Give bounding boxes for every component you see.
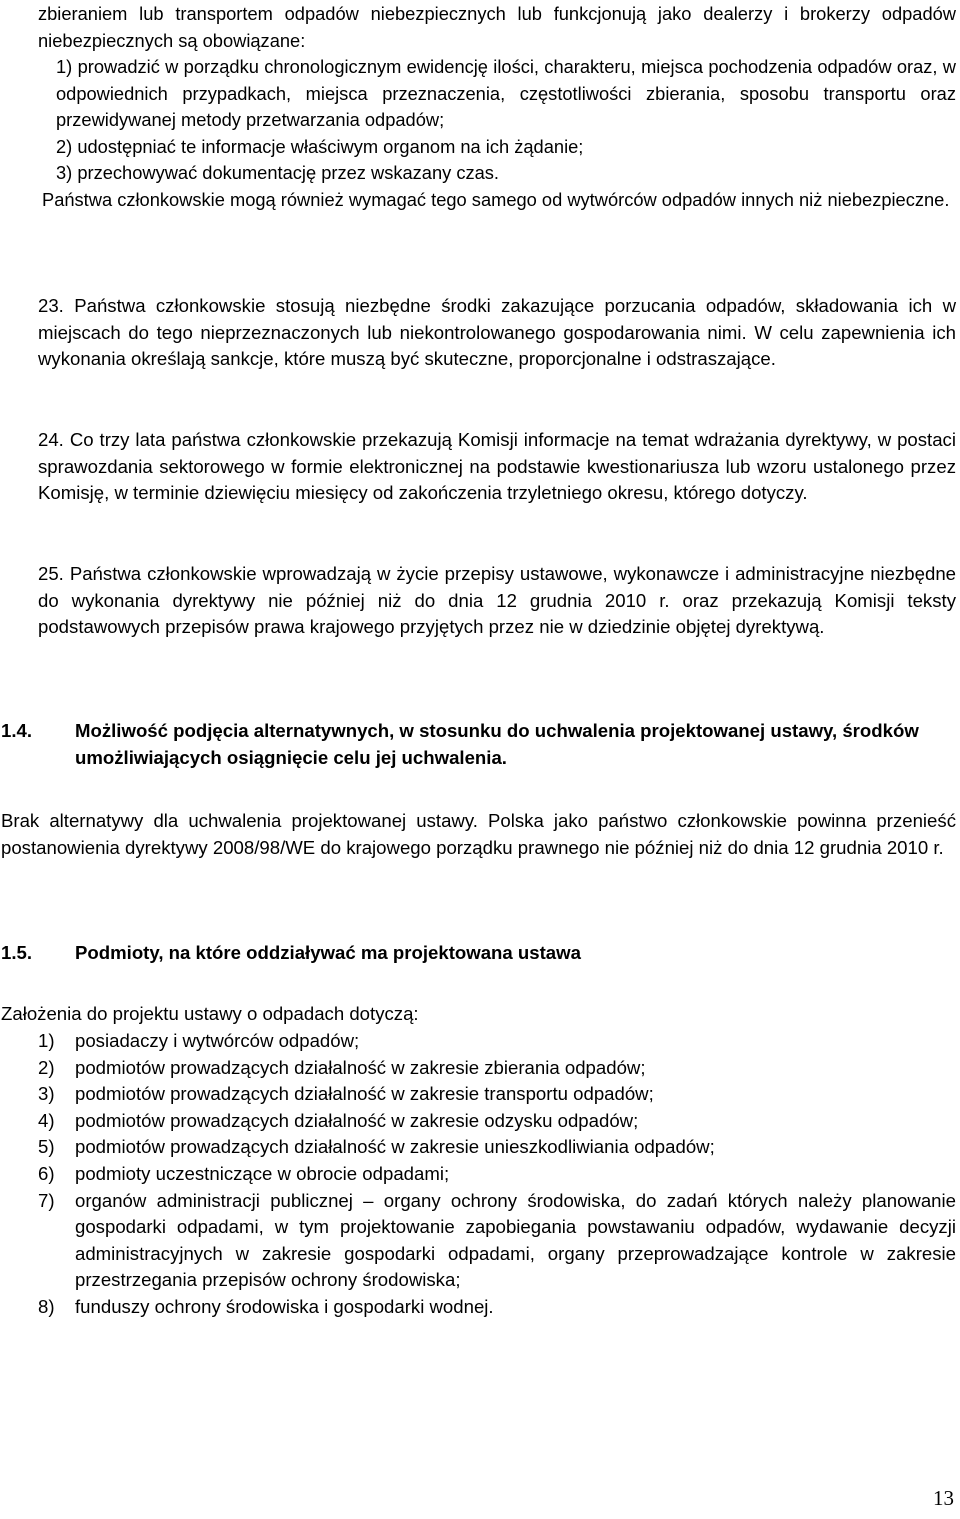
list-item: 5) podmiotów prowadzących działalność w zakresie unieszkodliwiania odpadów; bbox=[38, 1136, 715, 1158]
intro-item-3: 3) przechowywać dokumentację przez wskazany czas. bbox=[56, 162, 499, 183]
paragraph-text: Państwa członkowskie stosują niezbędne środki zakazujące porzucania odpadów, składowania ich w miejscach do tego nieprzeznaczonych lub niekontrolowanego gospodarowania nimi. W celu zapewnienia ich wykonania określają sankcje, które muszą być skuteczne, proporcjonalne i odstraszające. bbox=[38, 295, 957, 370]
section-1-5-lead: Założenia do projektu ustawy o odpadach dotyczą: bbox=[1, 1003, 419, 1024]
section-number: 1.4. bbox=[1, 720, 33, 741]
list-item: 3) podmiotów prowadzących działalność w zakresie transportu odpadów; bbox=[38, 1083, 654, 1105]
list-item: 1) posiadaczy i wytwórców odpadów; bbox=[38, 1030, 360, 1051]
section-title: Podmioty, na które oddziaływać ma projektowana ustawa bbox=[75, 942, 581, 963]
list-item: 4) podmiotów prowadzących działalność w zakresie odzysku odpadów; bbox=[38, 1109, 639, 1131]
page-number: 13 bbox=[933, 1486, 954, 1510]
intro-lead: zbieraniem lub transportem odpadów niebezpiecznych lub funkcjonują jako dealerzy i brokerzy odpadów niebezpiecznych są obowiązane: bbox=[38, 3, 956, 51]
paragraph-25 bbox=[38, 561, 956, 641]
paragraph-text: Co trzy lata państwa członkowskie przekazują Komisji informacje na temat wdrażania dyrektywy, w postaci sprawozdania sektorowego w formie elektronicznej na podstawie kwestionariusza lub wzoru ustalonego przez Komisję, w terminie dziewięciu miesięcy od zakończenia trzyletniego okresu, którego dotyczy. bbox=[38, 429, 956, 504]
section-number: 1.5. bbox=[1, 942, 33, 963]
list-item: 7) organów administracji publicznej – organy ochrony środowiska, do zadań których należy planowanie gospodarki odpadami, w tym projektowanie zapobiegania powstawaniu odpadów, wydawanie decyzji administracyjnych w zakresie gospodarki odpadami, organy przeprowadzające kontrole w zakresie przestrzegania przepisów ochrony środowiska; bbox=[38, 1189, 956, 1291]
paragraph-number: 23. bbox=[38, 295, 64, 316]
intro-item-1: 1) prowadzić w porządku chronologicznym ewidencję ilości, charakteru, miejsca pochodzenia odpadów oraz, w odpowiednich przypadkach, miejsca przeznaczenia, częstotliwości zbierania, sposobu transportu oraz przewidywanej metody przetwarzania odpadów; bbox=[56, 56, 956, 130]
paragraph-text: Państwa członkowskie wprowadzają w życie przepisy ustawowe, wykonawcze i administracyjne niezbędne do wykonania dyrektywy nie później niż do dnia 12 grudnia 2010 r. oraz przekazują Komisji teksty podstawowych przepisów prawa krajowego przyjętych przez nie w dziedzinie objętej dyrektywą. bbox=[38, 563, 957, 638]
intro-block bbox=[38, 1, 956, 213]
section-1-4-heading bbox=[1, 718, 956, 771]
paragraph-number: 24. bbox=[38, 429, 64, 450]
intro-item-2: 2) udostępniać te informacje właściwym organom na ich żądanie; bbox=[56, 135, 584, 157]
paragraph-number: 25. bbox=[38, 563, 64, 584]
section-1-4-body: Brak alternatywy dla uchwalenia projektowanej ustawy. Polska jako państwo członkowskie powinna przenieść postanowienia dyrektywy 2008/98/WE do krajowego porządku prawnego nie później niż do dnia 12 grudnia 2010 r. bbox=[1, 810, 956, 858]
section-1-5-heading bbox=[1, 940, 956, 967]
list-item: 6) podmioty uczestniczące w obrocie odpadami; bbox=[38, 1162, 450, 1184]
paragraph-24 bbox=[38, 427, 956, 507]
paragraph-23 bbox=[38, 293, 956, 373]
intro-tail: Państwa członkowskie mogą również wymagać tego samego od wytwórców odpadów innych niż niebezpieczne. bbox=[42, 188, 950, 210]
list-item: 2) podmiotów prowadzących działalność w zakresie zbierania odpadów; bbox=[38, 1056, 646, 1078]
affected-entities-list bbox=[38, 1028, 956, 1321]
list-item: 8) funduszy ochrony środowiska i gospodarki wodnej. bbox=[38, 1295, 494, 1317]
section-title: Możliwość podjęcia alternatywnych, w stosunku do uchwalenia projektowanej ustawy, środków umożliwiających osiągnięcie celu jej uchwalenia. bbox=[75, 720, 919, 768]
